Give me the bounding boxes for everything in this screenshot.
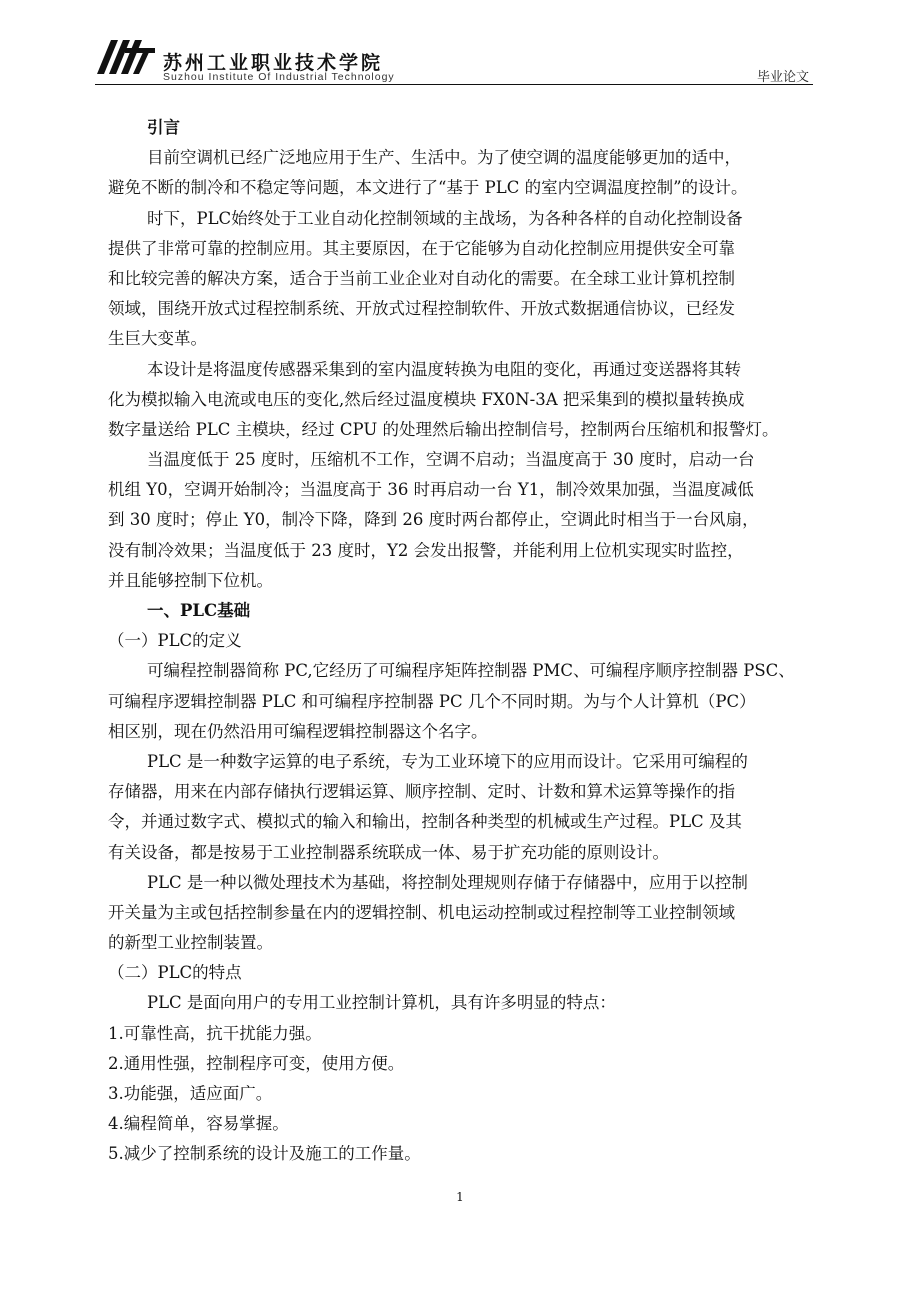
text-line: 当温度低于 25 度时，压缩机不工作，空调不启动；当温度高于 30 度时，启动一台 [147,450,755,470]
text-line: 目前空调机已经广泛地应用于生产、生活中。为了使空调的温度能够更加的适中， [147,148,741,168]
list-item: 5.减少了控制系统的设计及施工的工作量。 [108,1144,421,1164]
document-type-label: 毕业论文 [756,70,809,85]
text-line: 领域，围绕开放式过程控制系统、开放式过程控制软件、开放式数据通信协议，已经发 [108,299,735,319]
header-divider [95,84,813,85]
intro-heading: 引言 [147,118,180,137]
features-intro: PLC 是面向用户的专用工业控制计算机，具有许多明显的特点： [147,993,616,1013]
text-line: 有关设备，都是按易于工业控制器系统联成一体、易于扩充功能的原则设计。 [108,842,669,862]
definition-paragraph-1 [108,656,812,747]
list-item: 3.功能强，适应面广。 [108,1084,273,1103]
intro-paragraph-3 [108,355,812,446]
school-name-cn: 苏州工业职业技术学院 [163,52,384,74]
subsection-heading-features: （二）PLC的特点 [108,963,242,983]
text-line: PLC 是一种以微处理技术为基础，将控制处理规则存储于存储器中，应用于以控制 [147,872,748,892]
list-item: 4.编程简单，容易掌握。 [108,1114,289,1134]
text-line: 生巨大变革。 [108,329,207,349]
text-line: 化为模拟输入电流或电压的变化,然后经过温度模块 FX0N-3A 把采集到的模拟量转换成 [108,389,745,409]
definition-paragraph-3 [108,868,812,959]
intro-paragraph-4 [108,445,812,596]
page-number: 1 [456,1190,464,1204]
text-line: 可编程序逻辑控制器 PLC 和可编程序控制器 PC 几个不同时期。为与个人计算机（PC） [108,691,756,711]
feature-list [108,1019,812,1170]
school-name-en: Suzhou Institute Of Industrial Technology [163,71,395,83]
school-logo-icon [95,34,157,78]
list-item: 1.可靠性高，抗干扰能力强。 [108,1023,322,1043]
text-line: 机组 Y0，空调开始制冷；当温度高于 36 时再启动一台 Y1，制冷效果加强，当温度减低 [108,480,754,500]
list-item: 2.通用性强，控制程序可变，使用方便。 [108,1053,405,1073]
text-line: 数字量送给 PLC 主模块，经过 CPU 的处理然后输出控制信号，控制两台压缩机和报警灯。 [108,419,779,439]
intro-paragraph-1 [108,143,812,203]
text-line: 时下，PLC始终处于工业自动化控制领域的主战场，为各种各样的自动化控制设备 [147,208,743,228]
document-body [108,113,812,1170]
text-line: 到 30 度时；停止 Y0，制冷下降，降到 26 度时两台都停止，空调此时相当于一台风扇， [108,510,759,530]
text-line: 的新型工业控制装置。 [108,933,273,953]
text-line: PLC 是一种数字运算的电子系统，专为工业环境下的应用而设计。它采用可编程的 [147,751,748,771]
text-line: 本设计是将温度传感器采集到的室内温度转换为电阻的变化，再通过变送器将其转 [147,359,741,379]
text-line: 提供了非常可靠的控制应用。其主要原因，在于它能够为自动化控制应用提供安全可靠 [108,238,735,258]
text-line: 开关量为主或包括控制参量在内的逻辑控制、机电运动控制或过程控制等工业控制领域 [108,902,735,922]
text-line: 并且能够控制下位机。 [108,570,273,590]
text-line: 相区别，现在仍然沿用可编程逻辑控制器这个名字。 [108,721,488,741]
text-line: 存储器，用来在内部存储执行逻辑运算、顺序控制、定时、计数和算术运算等操作的指 [108,782,735,802]
text-line: 令，并通过数字式、模拟式的输入和输出，控制各种类型的机械或生产过程。PLC 及其 [108,812,742,832]
definition-paragraph-2 [108,747,812,868]
page-header [95,28,813,86]
text-line: 可编程控制器简称 PC,它经历了可编程序矩阵控制器 PMC、可编程序顺序控制器 PSC、 [147,661,795,681]
intro-paragraph-2 [108,204,812,355]
text-line: 没有制冷效果；当温度低于 23 度时，Y2 会发出报警，并能利用上位机实现实时监控， [108,540,744,560]
text-line: 和比较完善的解决方案，适合于当前工业企业对自动化的需要。在全球工业计算机控制 [108,268,735,288]
section-heading-plc-basics: 一、PLC基础 [147,601,251,620]
subsection-heading-definition: （一）PLC的定义 [108,631,242,651]
text-line: 避免不断的制冷和不稳定等问题，本文进行了“基于 PLC 的室内空调温度控制”的设计。 [108,178,748,198]
